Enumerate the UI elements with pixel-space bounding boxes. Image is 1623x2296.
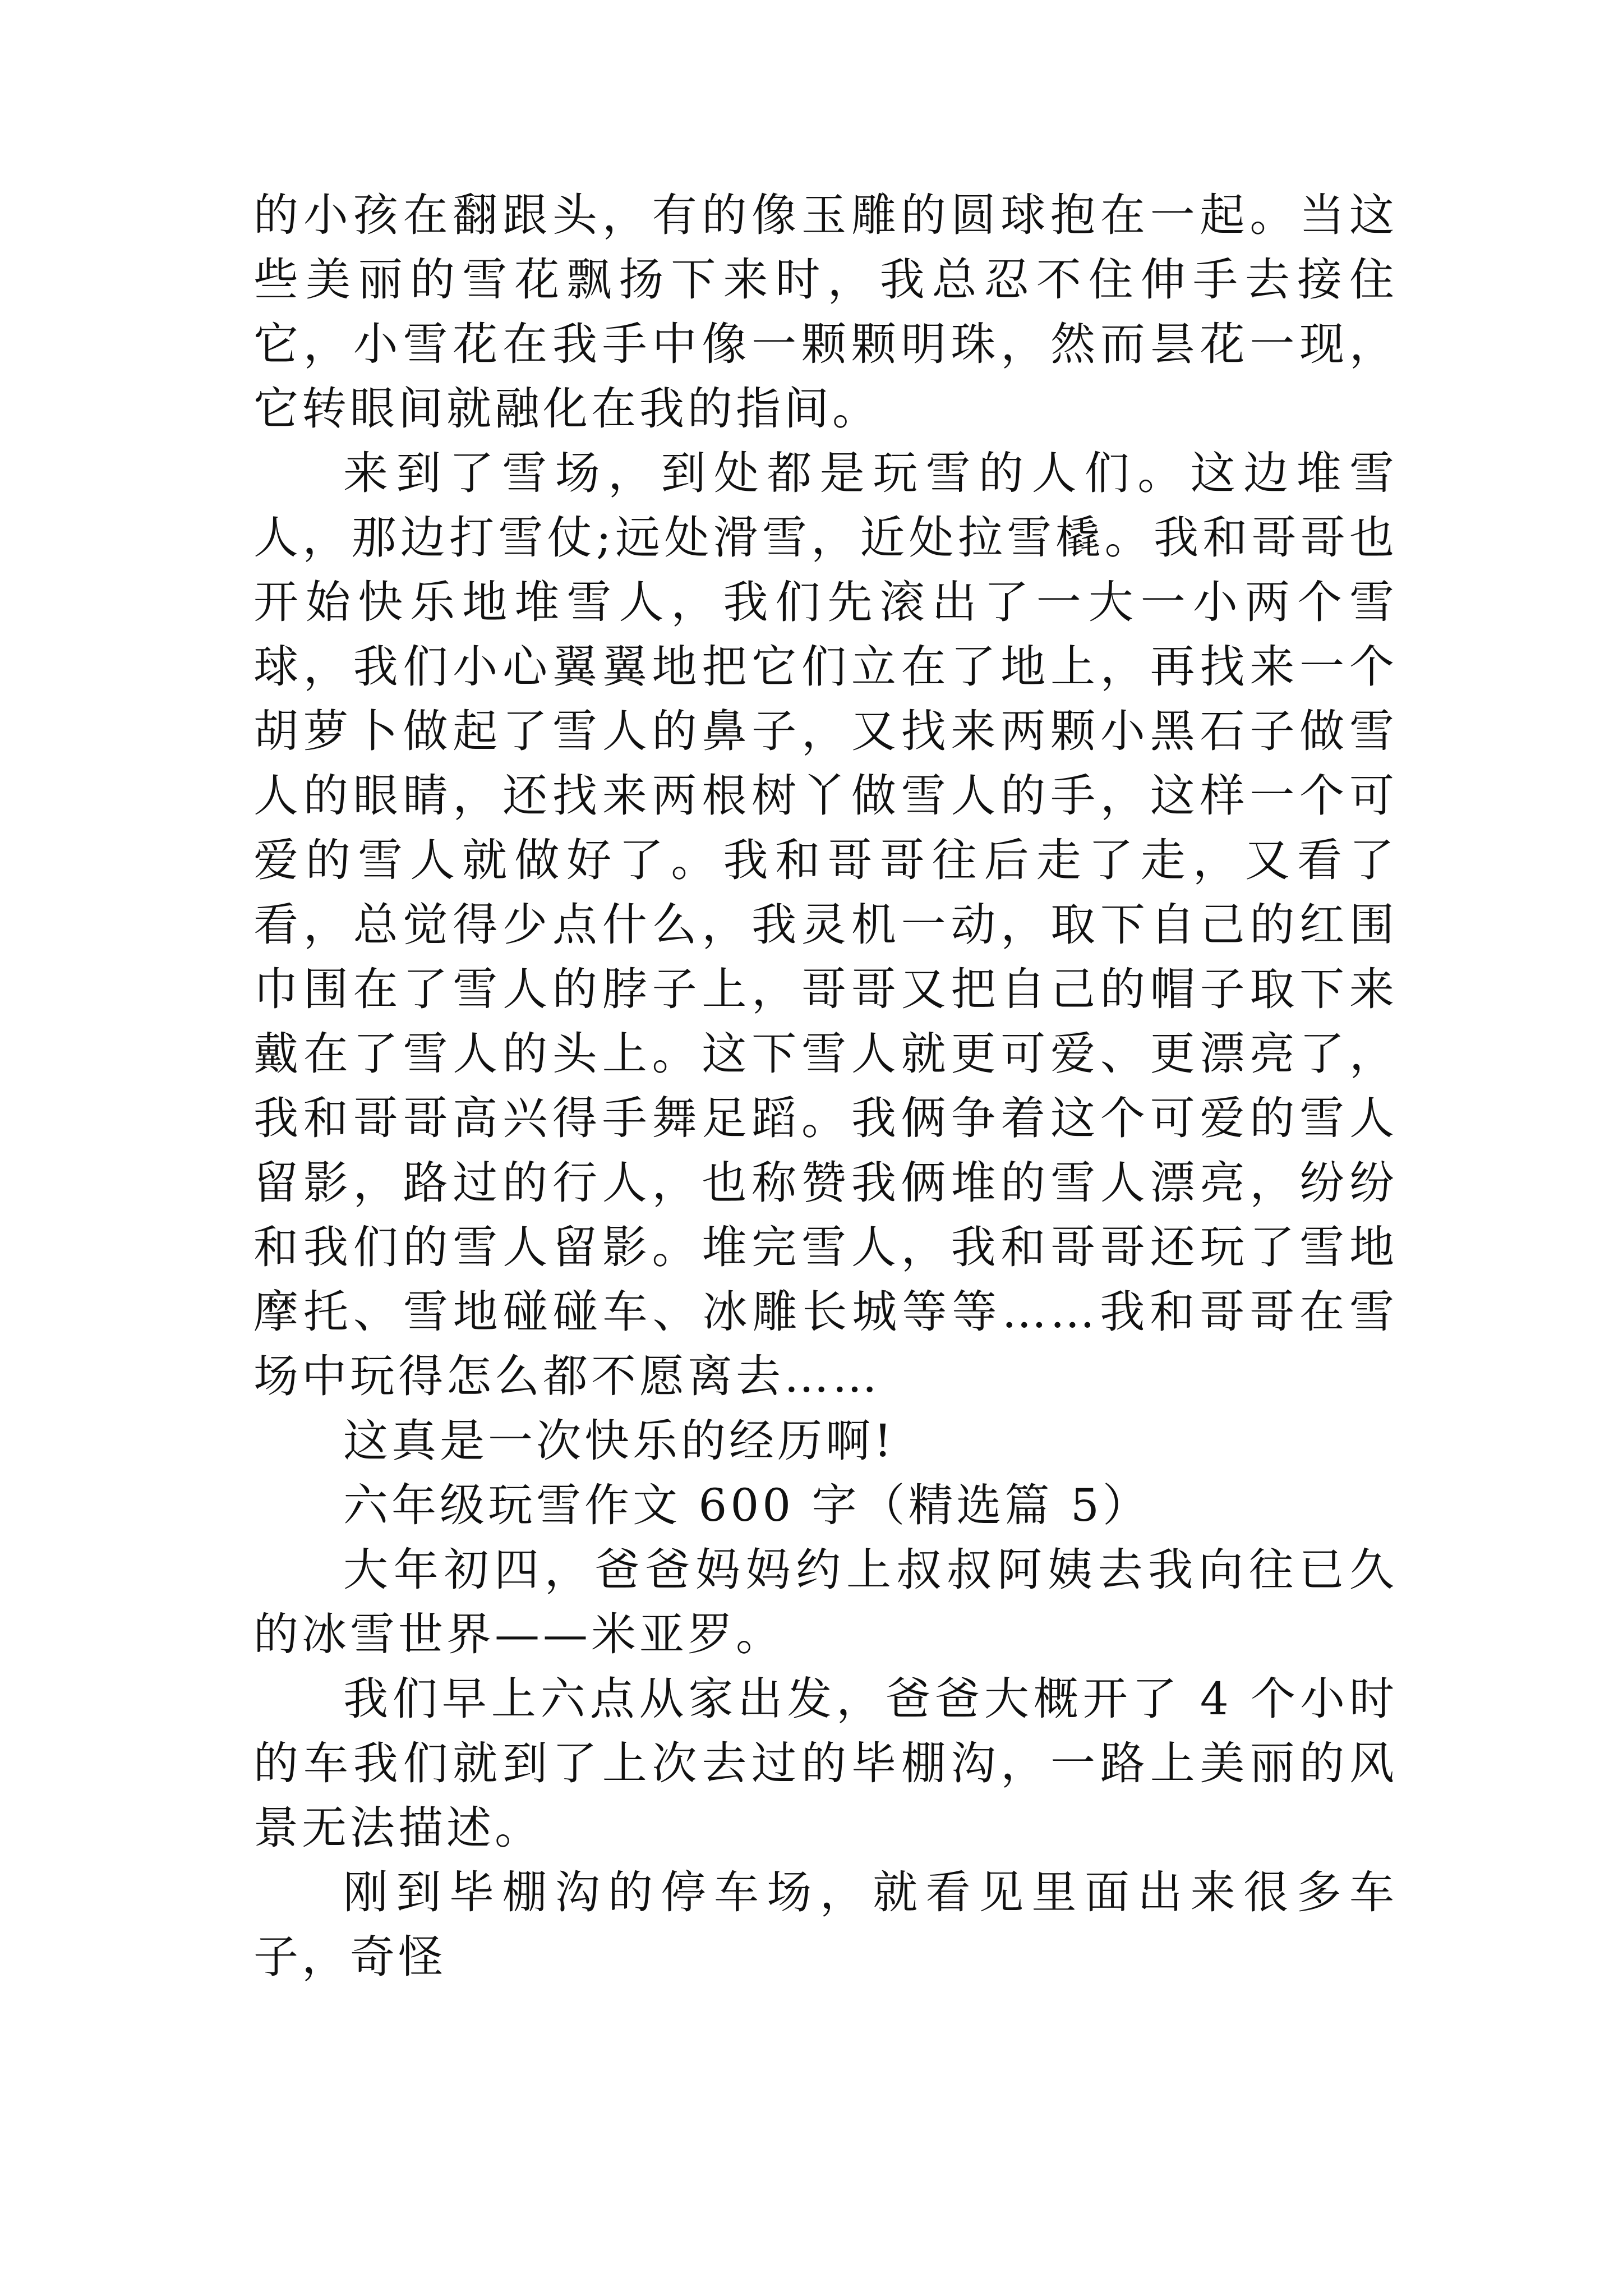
paragraph-3: 这真是一次快乐的经历啊!	[343, 1415, 896, 1467]
paragraph-2: 来到了雪场，到处都是玩雪的人们。这边堆雪人，那边打雪仗;远处滑雪，近处拉雪橇。我和哥哥也开始快乐地堆雪人，我们先滚出了一大一小两个雪球，我们小心翼翼地把它们立在了地上，再找来一个胡萝卜做起了雪人的鼻子，又找来两颗小黑石子做雪人的眼睛，还找来两根树丫做雪人的手，这样一个可爱的雪人就做好了。我和哥哥往后走了走，又看了看，总觉得少点什么，我灵机一动，取下自己的红围巾围在了雪人的脖子上，哥哥又把自己的帽子取下来戴在了雪人的头上。这下雪人就更可爱、更漂亮了，我和哥哥高兴得手舞足蹈。我俩争着这个可爱的雪人留影，路过的行人，也称赞我俩堆的雪人漂亮，纷纷和我们的雪人留影。堆完雪人，我和哥哥还玩了雪地摩托、雪地碰碰车、冰雕长城等等……我和哥哥在雪场中玩得怎么都不愿离去……	[253, 447, 1398, 1402]
paragraph-4: 大年初四，爸爸妈妈约上叔叔阿姨去我向往已久的冰雪世界——米亚罗。	[253, 1544, 1398, 1660]
paragraph-5: 我们早上六点从家出发，爸爸大概开了 4 个小时的车我们就到了上次去过的毕棚沟，一路上美丽的风景无法描述。	[253, 1673, 1398, 1854]
document-body	[253, 183, 1398, 1989]
paragraph-6: 刚到毕棚沟的停车场，就看见里面出来很多车子，奇怪	[253, 1866, 1398, 1983]
section-heading: 六年级玩雪作文 600 字（精选篇 5）	[343, 1479, 1151, 1531]
paragraph-1: 的小孩在翻跟头，有的像玉雕的圆球抱在一起。当这些美丽的雪花飘扬下来时，我总忍不住伸手去接住它，小雪花在我手中像一颗颗明珠，然而昙花一现，它转眼间就融化在我的指间。	[253, 189, 1398, 435]
